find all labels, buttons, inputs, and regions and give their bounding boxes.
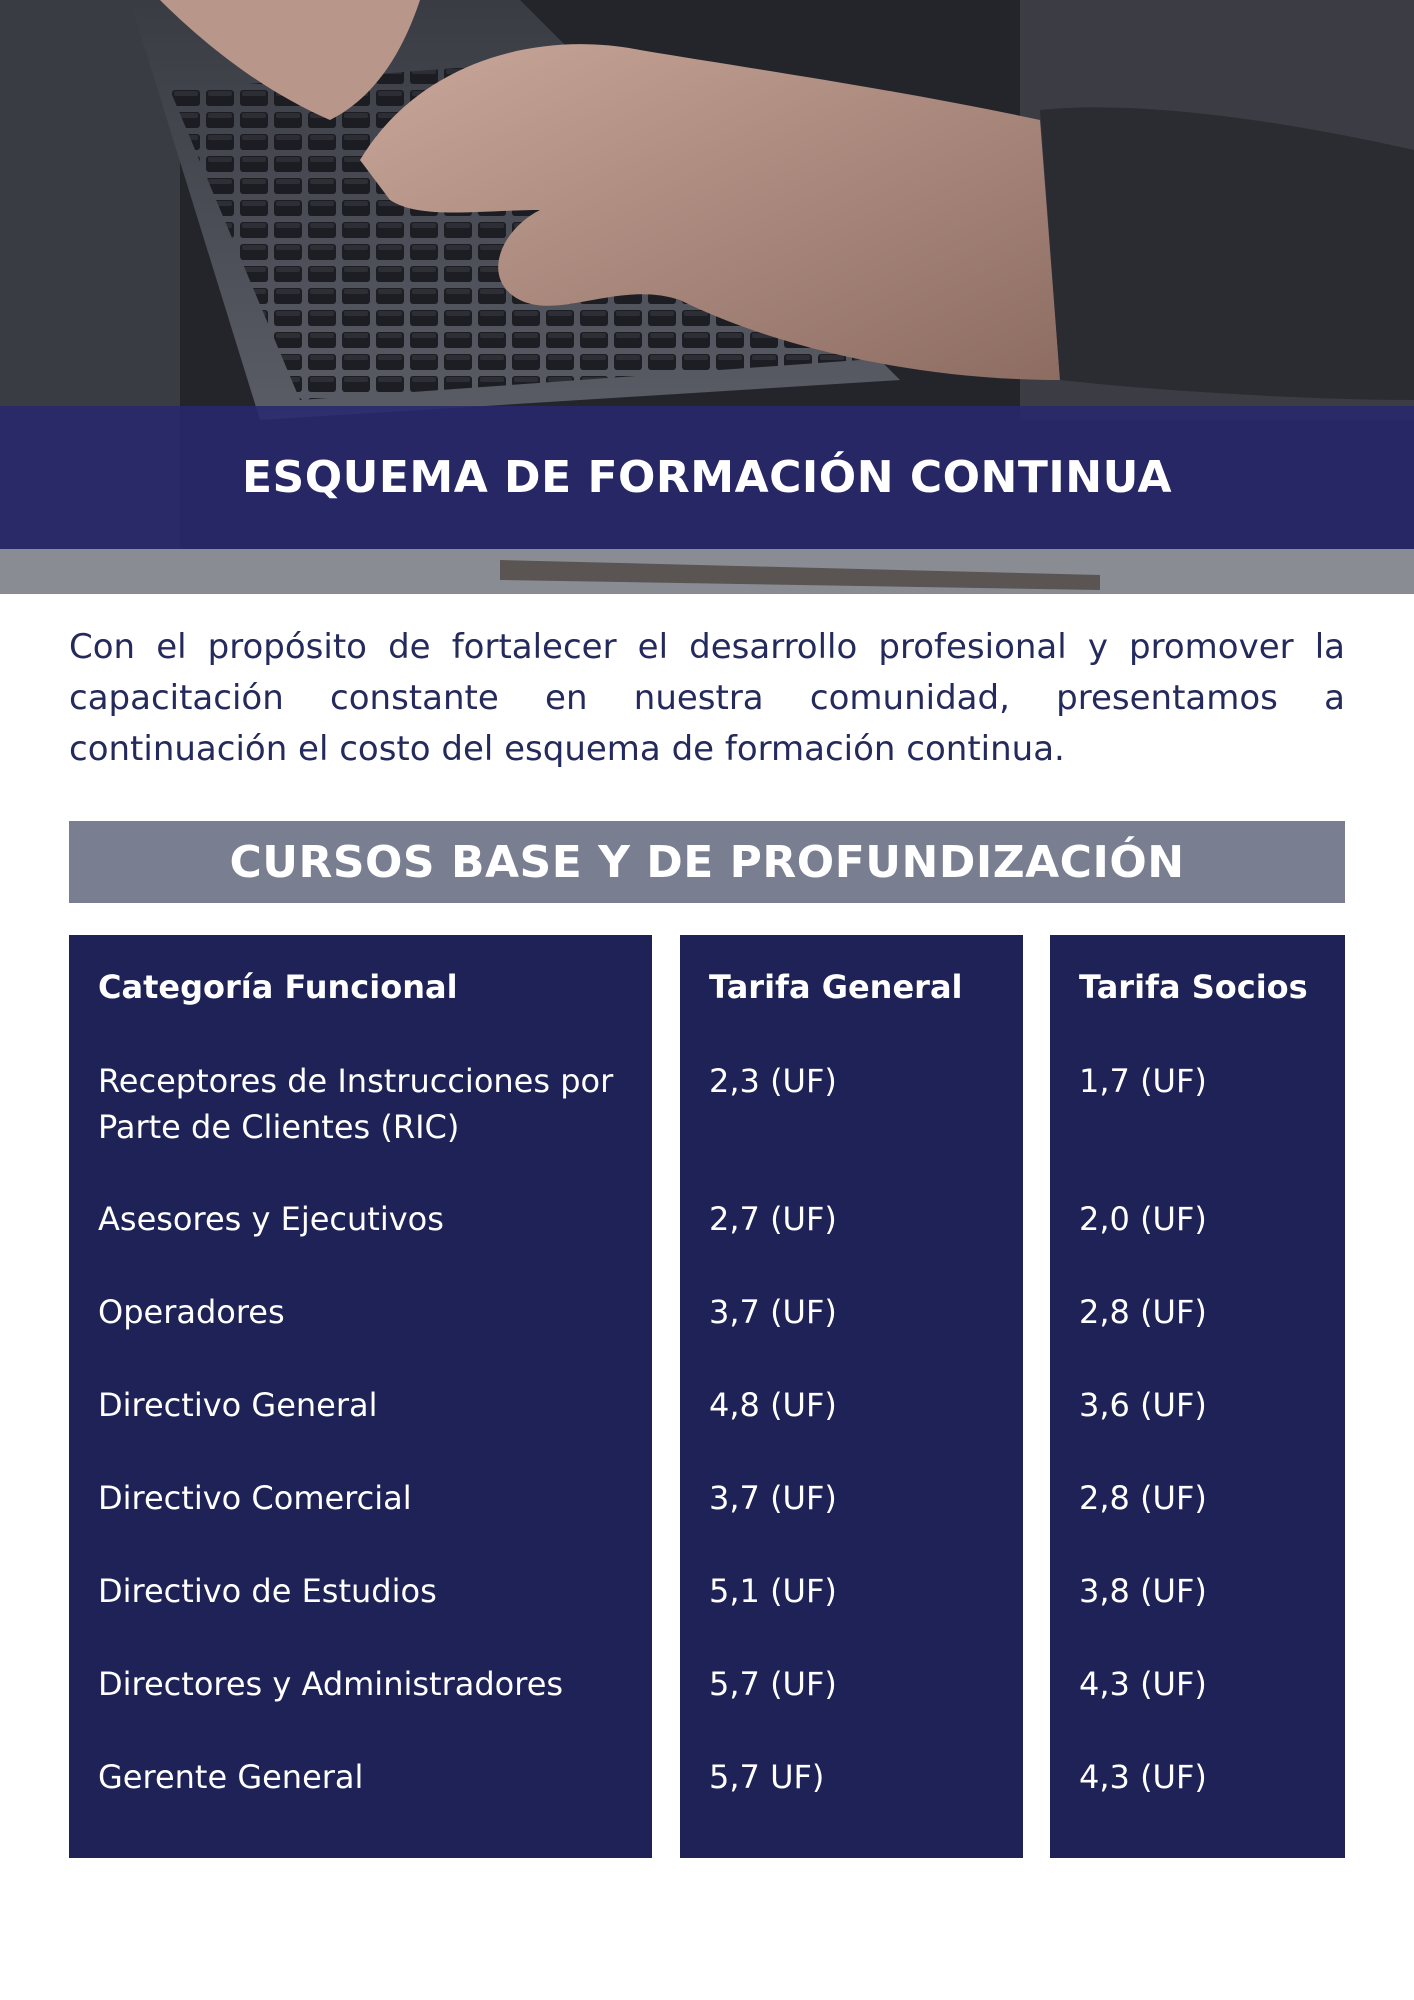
general-rate-cell: 3,7 (UF) [709, 1479, 837, 1517]
general-rate-column [680, 935, 1023, 1858]
member-rate-cell: 3,8 (UF) [1079, 1572, 1207, 1610]
page-title: ESQUEMA DE FORMACIÓN CONTINUA [241, 452, 1173, 503]
category-cell: Directivo General [98, 1386, 378, 1424]
hero-image [0, 0, 1414, 594]
section-title: CURSOS BASE Y DE PROFUNDIZACIÓN [229, 836, 1185, 888]
member-rate-cell: 4,3 (UF) [1079, 1758, 1207, 1796]
category-cell: Directores y Administradores [98, 1665, 564, 1703]
category-header: Categoría Funcional [98, 968, 458, 1006]
member-rate-cell: 4,3 (UF) [1079, 1665, 1207, 1703]
category-cell: Receptores de Instrucciones por Parte de Clientes (RIC) [98, 1062, 614, 1146]
member-rate-cell: 2,0 (UF) [1079, 1200, 1207, 1238]
general-rate-cell: 3,7 (UF) [709, 1293, 837, 1331]
general-rate-cell: 5,7 UF) [709, 1758, 825, 1796]
general-rate-cell: 2,7 (UF) [709, 1200, 837, 1238]
section-title-bar [69, 821, 1345, 903]
general-rate-cell: 5,7 (UF) [709, 1665, 837, 1703]
member-rate-cell: 1,7 (UF) [1079, 1062, 1207, 1100]
member-rate-cell: 2,8 (UF) [1079, 1479, 1207, 1517]
category-cell: Directivo de Estudios [98, 1572, 437, 1610]
general-rate-cell: 4,8 (UF) [709, 1386, 837, 1424]
category-cell: Operadores [98, 1293, 285, 1331]
general-rate-header: Tarifa General [709, 968, 963, 1006]
member-rate-cell: 3,6 (UF) [1079, 1386, 1207, 1424]
general-rate-cell: 2,3 (UF) [709, 1062, 837, 1100]
general-rate-cell: 5,1 (UF) [709, 1572, 837, 1610]
member-rate-header: Tarifa Socios [1079, 968, 1308, 1006]
category-cell: Asesores y Ejecutivos [98, 1200, 444, 1238]
hero-title-band [0, 406, 1414, 549]
member-rate-cell: 2,8 (UF) [1079, 1293, 1207, 1331]
category-cell: Gerente General [98, 1758, 364, 1796]
category-column [69, 935, 652, 1858]
intro-paragraph: Con el propósito de fortalecer el desarrollo profesional y promover la capacitación constante en nuestra comunidad, presentamos a continuación el costo del esquema de formación continua. [69, 627, 1345, 769]
member-rate-column [1050, 935, 1345, 1858]
category-cell: Directivo Comercial [98, 1479, 412, 1517]
